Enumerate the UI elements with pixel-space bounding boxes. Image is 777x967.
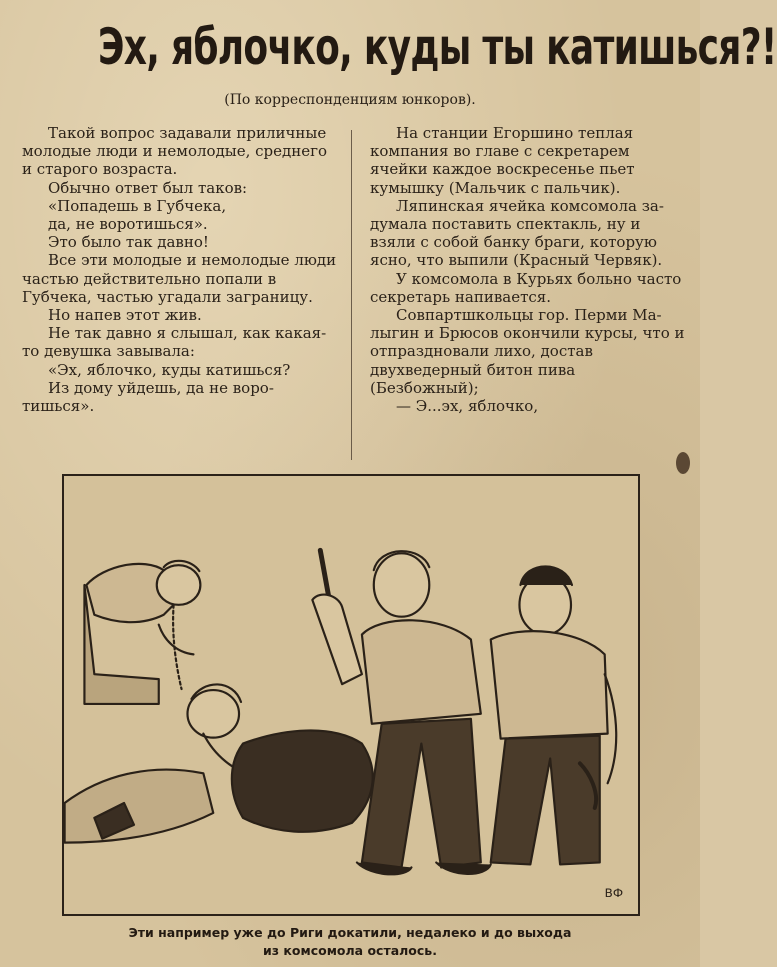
paragraph: да, не воротишься». [48, 215, 208, 234]
paragraph: У комсомола в Курьях больно часто секретарь напивается. [370, 269, 682, 306]
illustration-signature: ВФ [604, 886, 624, 901]
paragraph: «Эх, яблочко, куды катишься? [48, 360, 291, 379]
right-column [370, 124, 688, 415]
column-divider [351, 130, 352, 460]
caption-line: Эти например уже до Риги докатили, недалеко и до выхода [128, 925, 572, 940]
paragraph: Все эти молодые и немолодые люди частью действительно попали в Губчека, частью угадали заграницу. [22, 251, 337, 306]
paragraph: Это было так давно! [48, 233, 209, 252]
paragraph: Совпартшкольцы гор. Перми Малыгин и Брюсов окончили курсы, что и отпраздновали лихо, достав двухведерный битон пива (Безбожный); [370, 306, 685, 397]
paragraph: Из дому уйдешь, да не воротишься». [22, 378, 274, 416]
ink-stain [676, 452, 690, 474]
paragraph: Не так давно я слышал, как какая-то девушка завывала: [22, 324, 327, 361]
illustration-caption [0, 924, 700, 960]
paragraph: «Попадешь в Губчека, [48, 196, 227, 215]
cartoon-drawing [64, 476, 638, 914]
headline: Эх, яблочко, куды ты катишься?! [97, 18, 777, 76]
left-column [22, 124, 338, 415]
paragraph: На станции Егоршино теплая компания во главе с секретарем ячейки каждое воскресенье пьет кумышку (Мальчик с пальчик). [370, 124, 635, 197]
subtitle: (По корреспонденциям юнкоров). [224, 92, 476, 108]
paragraph: Но напев этот жив. [48, 306, 202, 325]
paragraph: — Э...эх, яблочко, [396, 397, 539, 416]
caption-line: из комсомола осталось. [263, 943, 437, 958]
paragraph: Обычно ответ был таков: [48, 178, 248, 197]
paragraph: Ляпинская ячейка комсомола задумала поставить спектакль, ну и взяли с собой банку браги, которую ясно, что выпили (Красный Червяк). [370, 196, 664, 270]
cartoon-illustration [62, 474, 640, 916]
paragraph: Такой вопрос задавали приличные молодые люди и немолодые, среднего и старого возраста. [22, 124, 328, 179]
